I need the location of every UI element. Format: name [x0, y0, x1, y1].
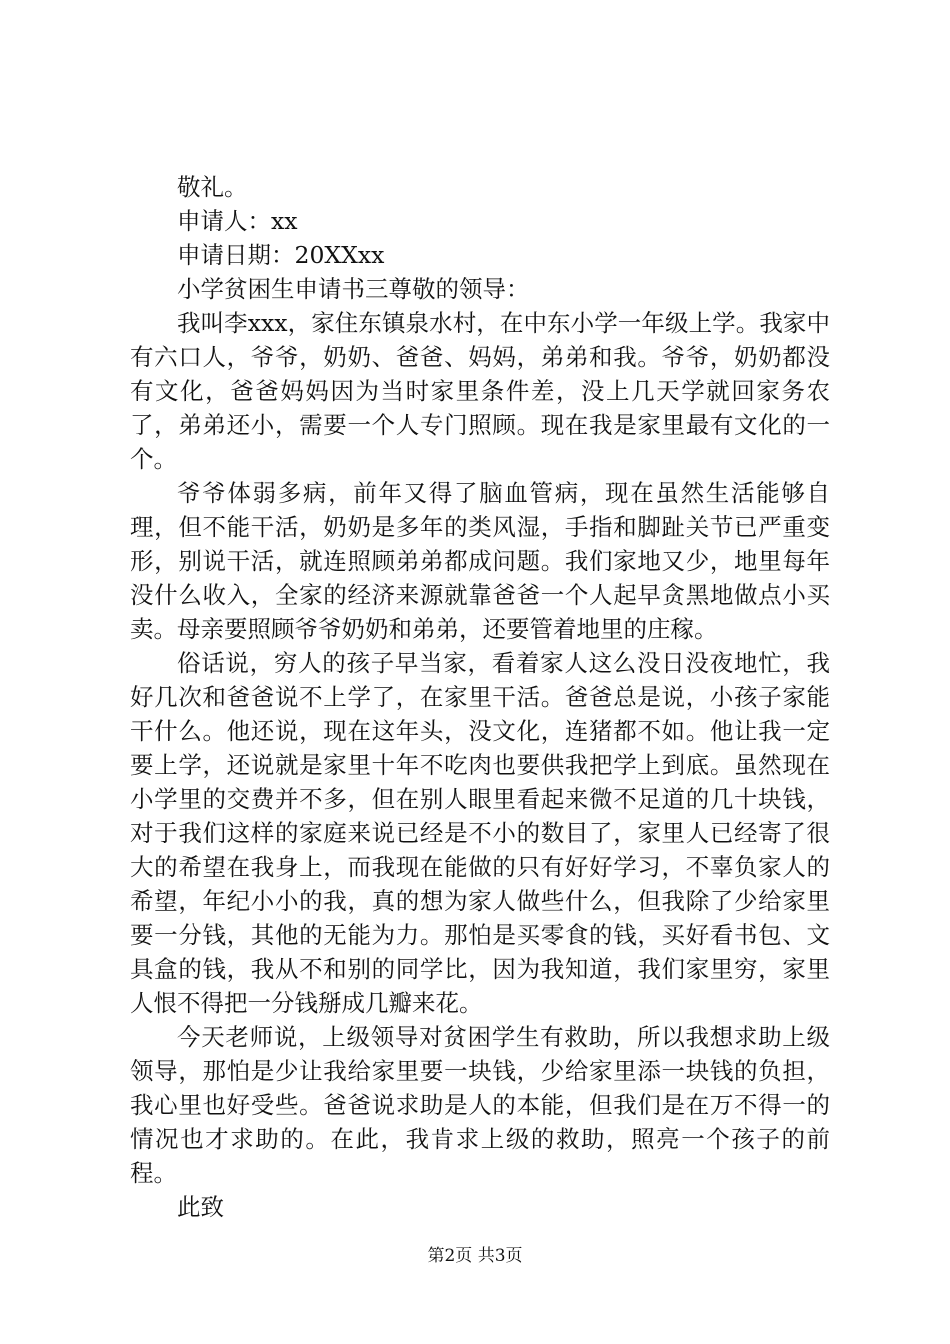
- page-number: 第2页 共3页: [427, 1246, 523, 1266]
- paragraph-family-intro: 我叫李xxx，家住东镇泉水村，在中东小学一年级上学。我家中有六口人，爷爷，奶奶、爸爸、妈妈，弟弟和我。爷爷，奶奶都没有文化，爸爸妈妈因为当时家里条件差，没上几天学就回家务农了，弟弟还小，需要一个人专门照顾。现在我是家里最有文化的一个。: [130, 309, 830, 473]
- application-date-line: 申请日期：20XXxx: [177, 241, 385, 269]
- applicant-line: 申请人：xx: [177, 207, 298, 235]
- document-body: [130, 170, 830, 1224]
- letter-heading-line: 小学贫困生申请书三尊敬的领导：: [177, 275, 530, 303]
- paragraph-request: 今天老师说，上级领导对贫困学生有救助，所以我想求助上级领导，那怕是少让我给家里要一块钱，少给家里添一块钱的负担，我心里也好受些。爸爸说求助是人的本能，但我们是在万不得一的情况也才求助的。在此，我肯求上级的救助，照亮一个孩子的前程。: [130, 1023, 830, 1187]
- salutation-line: 敬礼。: [177, 173, 248, 201]
- page-footer: [0, 1245, 950, 1267]
- paragraph-schooling: 俗话说，穷人的孩子早当家，看着家人这么没日没夜地忙，我好几次和爸爸说不上学了，在家里干活。爸爸总是说，小孩子家能干什么。他还说，现在这年头，没文化，连猪都不如。他让我一定要上学，还说就是家里十年不吃肉也要供我把学上到底。虽然现在小学里的交费并不多，但在别人眼里看起来微不足道的几十块钱，对于我们这样的家庭来说已经是不小的数目了，家里人已经寄了很大的希望在我身上，而我现在能做的只有好好学习，不辜负家人的希望，年纪小小的我，真的想为家人做些什么，但我除了少给家里要一分钱，其他的无能为力。那怕是买零食的钱，买好看书包、文具盒的钱，我从不和别的同学比，因为我知道，我们家里穷，家里人恨不得把一分钱掰成几瓣来花。: [130, 649, 830, 1017]
- paragraph-grandparents: 爷爷体弱多病，前年又得了脑血管病，现在虽然生活能够自理，但不能干活，奶奶是多年的类风湿，手指和脚趾关节已严重变形，别说干活，就连照顾弟弟都成问题。我们家地又少，地里每年没什么收入，全家的经济来源就靠爸爸一个人起早贪黑地做点小买卖。母亲要照顾爷爷奶奶和弟弟，还要管着地里的庄稼。: [130, 479, 830, 643]
- closing-line: 此致: [177, 1193, 224, 1221]
